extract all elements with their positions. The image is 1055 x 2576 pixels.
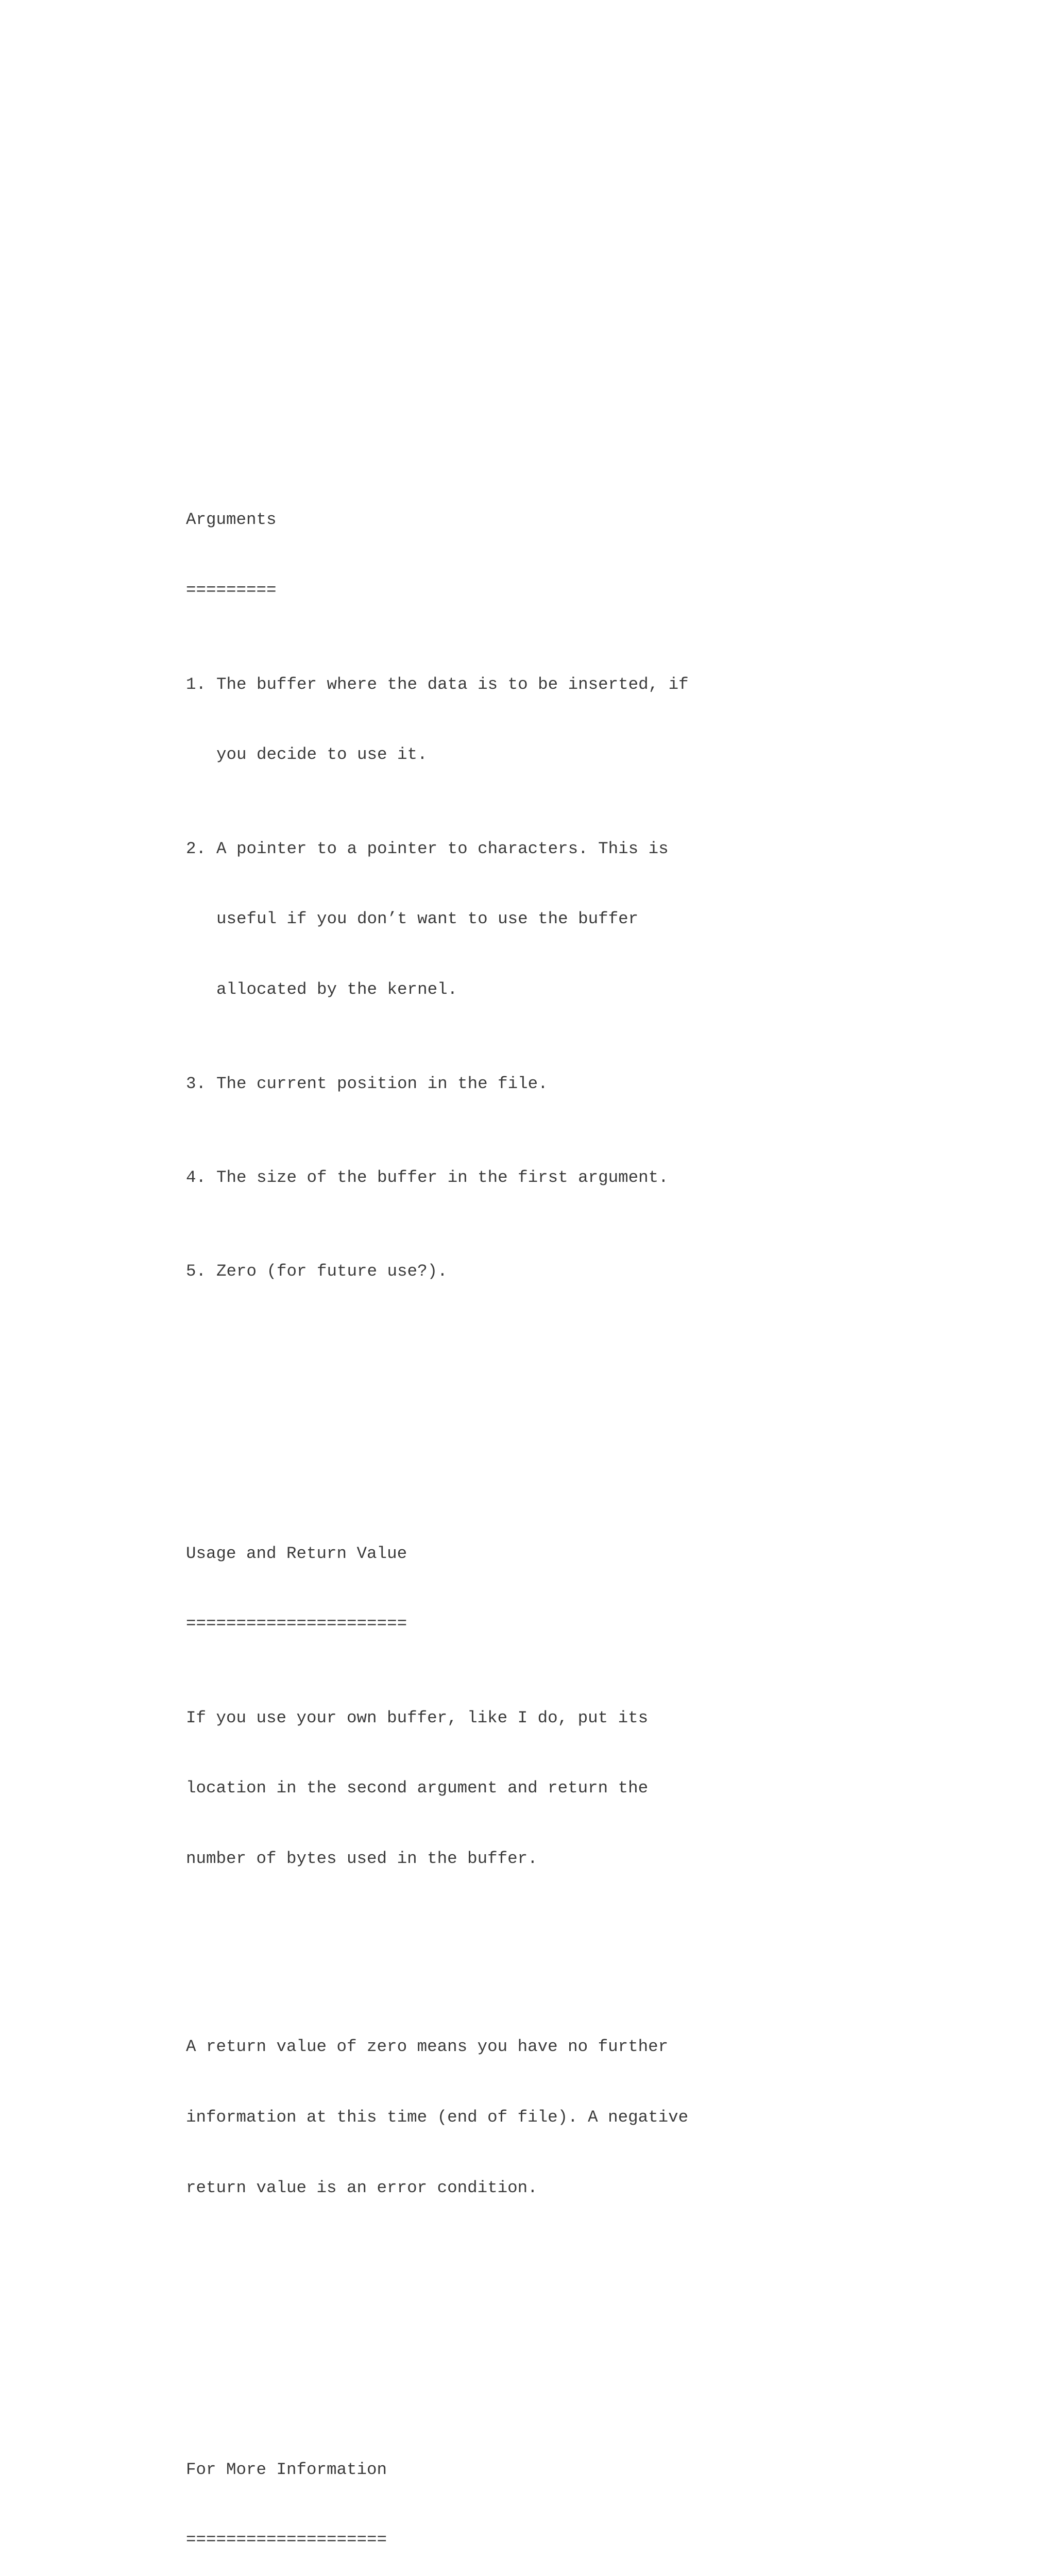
blank-line bbox=[186, 1354, 959, 1378]
list-item bbox=[186, 673, 959, 697]
list-item-number: 1. bbox=[186, 674, 207, 694]
section-title-usage: Usage and Return Value bbox=[186, 1544, 407, 1563]
list-item-text: Zero (for future use?). bbox=[216, 1262, 448, 1281]
list-item-text: useful if you don’t want to use the buffer bbox=[216, 909, 639, 929]
list-item-text: you decide to use it. bbox=[216, 745, 428, 765]
blank-line bbox=[186, 2270, 959, 2294]
list-item-text: allocated by the kernel. bbox=[216, 980, 458, 999]
list-item bbox=[186, 1260, 959, 1283]
section-rule-arguments: ========= bbox=[186, 581, 277, 600]
paragraph-line: A return value of zero means you have no further bbox=[186, 2037, 669, 2056]
document-body bbox=[186, 414, 959, 2576]
list-item-text: The size of the buffer in the first argument. bbox=[216, 1168, 669, 1187]
list-item-text: A pointer to a pointer to characters. This is bbox=[216, 839, 669, 858]
section-title-arguments: Arguments bbox=[186, 510, 277, 530]
list-item-text: The buffer where the data is to be inserted, if bbox=[216, 674, 689, 694]
section-rule-usage: ====================== bbox=[186, 1614, 407, 1634]
blank-line bbox=[186, 1425, 959, 1448]
list-item-number: 2. bbox=[186, 839, 207, 858]
list-item bbox=[186, 1072, 959, 1096]
list-item-text: The current position in the file. bbox=[216, 1074, 548, 1093]
list-item-number: 4. bbox=[186, 1168, 207, 1187]
paragraph-line: return value is an error condition. bbox=[186, 2178, 538, 2197]
blank-line bbox=[186, 1941, 959, 1965]
paragraph-line: information at this time (end of file). A negative bbox=[186, 2107, 689, 2127]
paragraph-line: number of bytes used in the buffer. bbox=[186, 1849, 538, 1869]
list-item bbox=[186, 1166, 959, 1190]
paragraph-line: location in the second argument and return the bbox=[186, 1778, 649, 1798]
section-rule-more-info: ==================== bbox=[186, 2530, 387, 2550]
list-item-number: 3. bbox=[186, 1074, 207, 1093]
list-item-number: 5. bbox=[186, 1262, 207, 1281]
list-item bbox=[186, 837, 959, 861]
blank-line bbox=[186, 2341, 959, 2364]
paragraph-line: If you use your own buffer, like I do, put its bbox=[186, 1708, 649, 1727]
section-title-more-info: For More Information bbox=[186, 2460, 387, 2479]
